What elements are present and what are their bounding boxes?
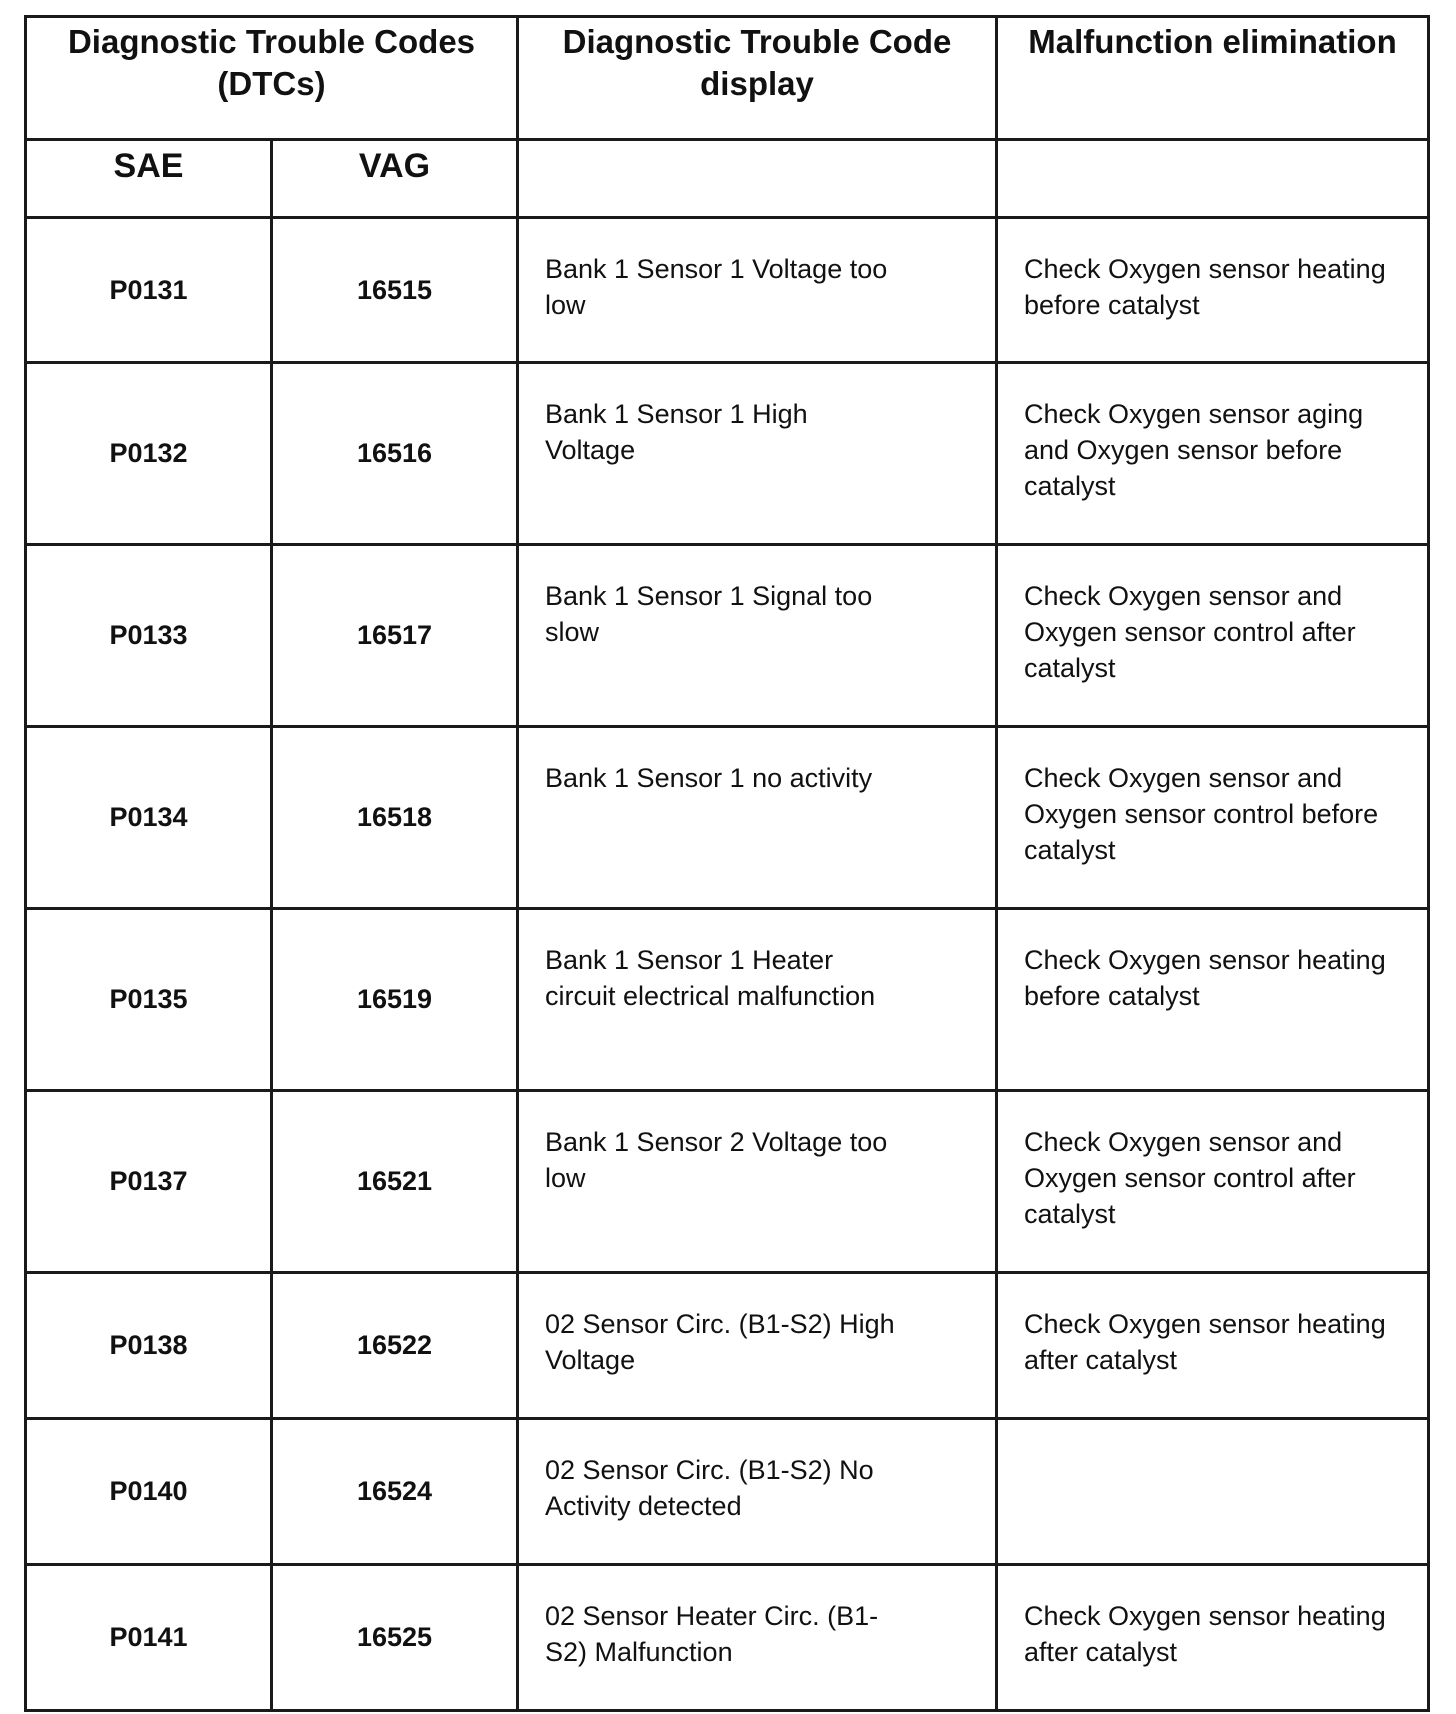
sae-code: P0138 [26,1273,272,1419]
code-display-text: Bank 1 Sensor 2 Voltage too low [545,1127,888,1193]
vag-code: 16515 [272,218,518,363]
table-row [26,909,1429,1091]
code-display-text: Bank 1 Sensor 1 Voltage too low [545,254,888,320]
code-display [518,545,997,727]
malfunction-elimination [997,545,1429,727]
code-display-text: Bank 1 Sensor 1 Heater circuit electrical malfunction [545,945,876,1011]
code-display [518,363,997,545]
display-header-line1: Diagnostic Trouble Code [562,23,952,60]
header-row [26,17,1429,140]
vag-code: 16517 [272,545,518,727]
malfunction-elimination-text: Check Oxygen sensor heating before catalyst [1024,254,1386,320]
elimination-header: Malfunction elimination [997,17,1429,140]
table-row [26,1565,1429,1711]
code-display-text: 02 Sensor Circ. (B1-S2) No Activity detected [545,1455,874,1521]
malfunction-elimination [997,1273,1429,1419]
malfunction-elimination [997,363,1429,545]
sae-code: P0132 [26,363,272,545]
malfunction-elimination-text: Check Oxygen sensor heating after catalyst [1024,1309,1386,1375]
malfunction-elimination-text: Check Oxygen sensor and Oxygen sensor control after catalyst [1024,581,1356,683]
malfunction-elimination [997,218,1429,363]
code-display [518,1091,997,1273]
table-row [26,218,1429,363]
sae-code: P0140 [26,1419,272,1565]
sae-header: SAE [26,140,272,218]
vag-code: 16525 [272,1565,518,1711]
code-display [518,1273,997,1419]
dtcs-header-line1: Diagnostic Trouble Codes [67,23,476,60]
code-display-text: Bank 1 Sensor 1 no activity [545,763,873,793]
sae-code: P0131 [26,218,272,363]
vag-code: 16524 [272,1419,518,1565]
malfunction-elimination-text: Check Oxygen sensor aging and Oxygen sensor before catalyst [1024,399,1364,501]
dtcs-header-line2: (DTCs) [217,65,326,102]
table-row [26,1419,1429,1565]
code-display-text: 02 Sensor Circ. (B1-S2) High Voltage [545,1309,895,1375]
malfunction-elimination-text: Check Oxygen sensor and Oxygen sensor control before catalyst [1024,763,1379,865]
code-display-text: Bank 1 Sensor 1 High Voltage [545,399,808,465]
sae-code: P0137 [26,1091,272,1273]
display-header [518,17,997,140]
vag-code: 16518 [272,727,518,909]
code-display [518,909,997,1091]
table-row [26,1091,1429,1273]
table-row [26,545,1429,727]
table-row [26,727,1429,909]
table-row [26,363,1429,545]
dtc-table [24,15,1430,1712]
vag-code: 16521 [272,1091,518,1273]
sae-code: P0141 [26,1565,272,1711]
code-display [518,1419,997,1565]
code-display-text: 02 Sensor Heater Circ. (B1-S2) Malfunction [545,1601,879,1667]
malfunction-elimination [997,1419,1429,1565]
malfunction-elimination [997,727,1429,909]
vag-code: 16522 [272,1273,518,1419]
sae-code: P0134 [26,727,272,909]
sae-code: P0135 [26,909,272,1091]
vag-code: 16516 [272,363,518,545]
sub-header-empty-display [518,140,997,218]
table-row [26,1273,1429,1419]
malfunction-elimination [997,1091,1429,1273]
malfunction-elimination [997,909,1429,1091]
sub-header-row [26,140,1429,218]
code-display [518,727,997,909]
code-display [518,218,997,363]
dtcs-header [26,17,518,140]
vag-code: 16519 [272,909,518,1091]
malfunction-elimination-text: Check Oxygen sensor heating before catalyst [1024,945,1386,1011]
vag-header: VAG [272,140,518,218]
malfunction-elimination-text: Check Oxygen sensor and Oxygen sensor control after catalyst [1024,1127,1356,1229]
code-display [518,1565,997,1711]
malfunction-elimination-text: Check Oxygen sensor heating after catalyst [1024,1601,1386,1667]
display-header-line2: display [700,65,814,102]
sub-header-empty-elimination [997,140,1429,218]
code-display-text: Bank 1 Sensor 1 Signal too slow [545,581,873,647]
sae-code: P0133 [26,545,272,727]
malfunction-elimination [997,1565,1429,1711]
